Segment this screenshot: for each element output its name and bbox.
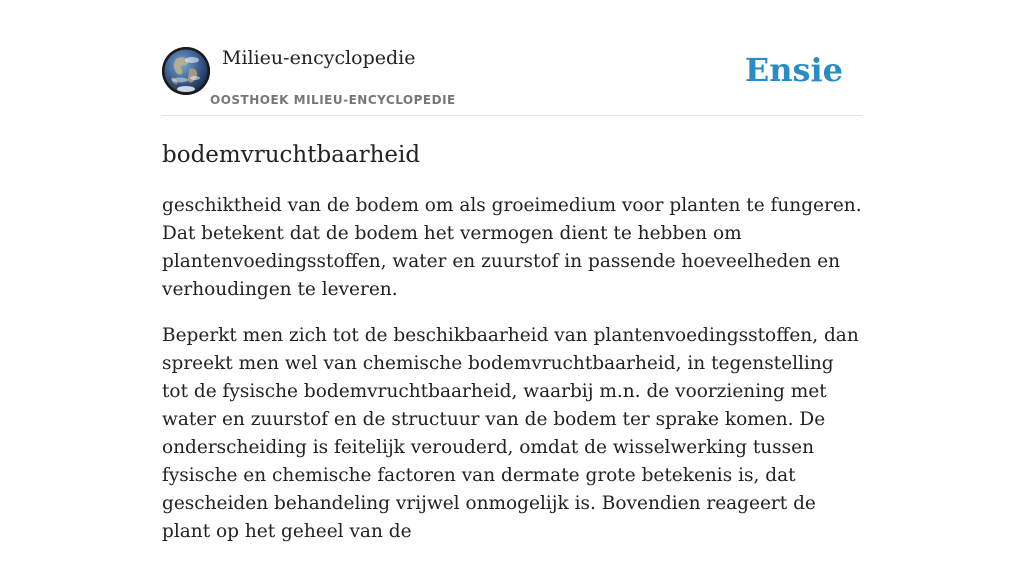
site-subtitle: OOSTHOEK MILIEU-ENCYCLOPEDIE — [210, 93, 456, 107]
earth-globe-graphic — [162, 47, 210, 95]
earth-globe-icon[interactable] — [162, 47, 210, 95]
definition-paragraph: Beperkt men zich tot de beschikbaarheid van plantenvoedingsstoffen, dan spreekt men wel van chemische bodemvruchtbaarheid, in tegenstelling tot de fysische bodemvruchtbaarheid, waarbij m.n. de voorziening met water en zuurstof en de structuur van de bodem ter sprake komen. De onderscheiding is feitelijk verouderd, omdat de wisselwerking tussen fysische en chemische factoren van dermate grote betekenis is, dat gescheiden behandeling vrijwel onmogelijk is. Bovendien reageert de plant op het geheel van de — [162, 325, 859, 542]
article-body — [162, 192, 862, 564]
definition-paragraph: geschiktheid van de bodem om als groeimedium voor planten te fungeren. Dat betekent dat de bodem het vermogen dient te hebben om plantenvoedingsstoffen, water en zuurstof in passende hoeveelheden en verhoudingen te leveren. — [162, 195, 862, 300]
site-name[interactable]: Milieu-encyclopedie — [222, 47, 416, 69]
site-header — [162, 46, 862, 116]
ensie-logo-link[interactable]: Ensie — [744, 51, 843, 89]
term-title: bodemvruchtbaarheid — [162, 142, 421, 168]
